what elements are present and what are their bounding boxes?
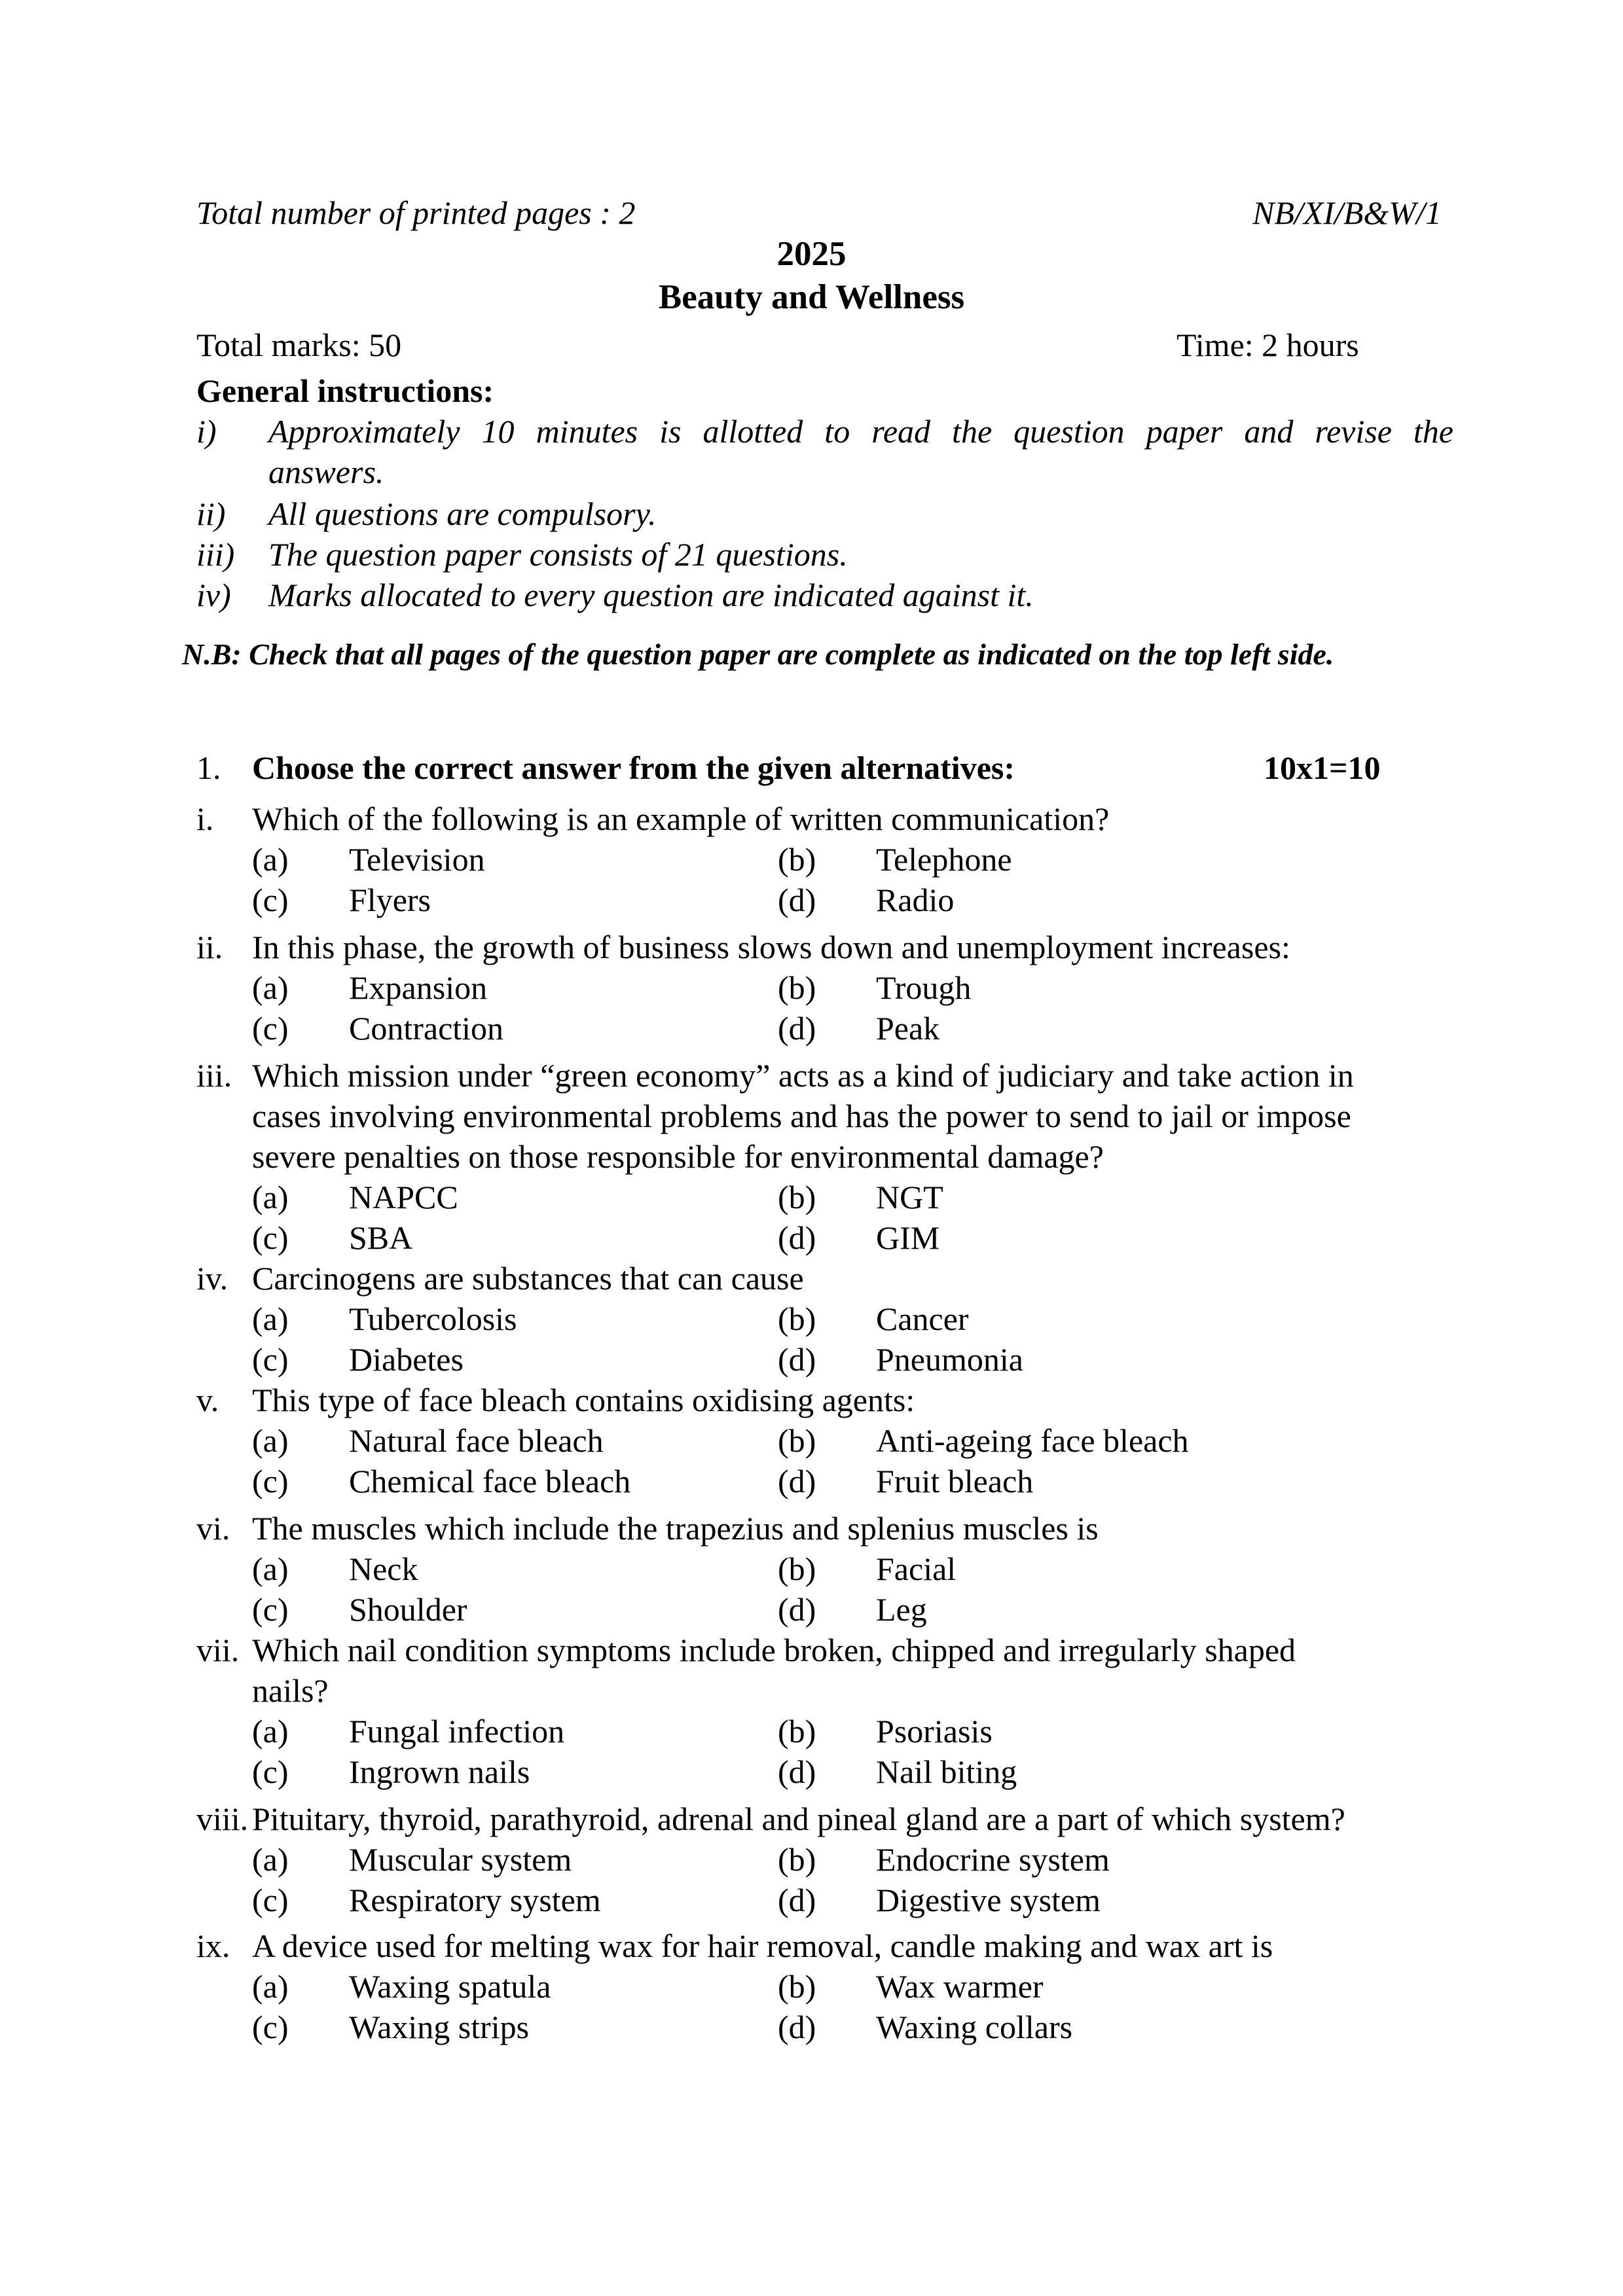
option-text: Contraction [349, 1010, 504, 1047]
option-text: Endocrine system [876, 1841, 1110, 1878]
exam-year: 2025 [776, 235, 847, 273]
option-label: (a) [252, 1841, 289, 1878]
option-label: (d) [778, 1219, 816, 1256]
option-label: (c) [252, 1219, 289, 1256]
question-number: iii. [196, 1057, 232, 1094]
paper-code: NB/XI/B&W/1 [1252, 194, 1442, 231]
option-label: (d) [778, 1341, 816, 1378]
instruction-number: i) [196, 413, 217, 450]
option-label: (c) [252, 2009, 289, 2045]
option-text: Flyers [349, 882, 431, 918]
instruction-text: Marks allocated to every question are indicated against it. [268, 577, 1034, 613]
instruction-text: All questions are compulsory. [268, 495, 657, 532]
question-text: In this phase, the growth of business slows down and unemployment increases: [252, 929, 1290, 965]
option-text: Pneumonia [876, 1341, 1023, 1378]
instruction-text: The question paper consists of 21 questions. [268, 536, 848, 573]
option-label: (c) [252, 1591, 289, 1628]
option-text: Cancer [876, 1300, 969, 1337]
option-label: (c) [252, 882, 289, 918]
option-text: Waxing strips [349, 2009, 530, 2045]
option-text: Shoulder [349, 1591, 467, 1628]
option-text: Respiratory system [349, 1882, 601, 1918]
option-label: (a) [252, 841, 289, 878]
option-text: Waxing spatula [349, 1968, 551, 2005]
option-label: (c) [252, 1753, 289, 1790]
instructions-heading: General instructions: [196, 372, 494, 409]
option-text: Wax warmer [876, 1968, 1044, 2005]
question-number: i. [196, 800, 214, 837]
option-label: (c) [252, 1463, 289, 1499]
option-text: Muscular system [349, 1841, 572, 1878]
option-text: Neck [349, 1551, 418, 1587]
option-text: Ingrown nails [349, 1753, 530, 1790]
option-text: Natural face bleach [349, 1422, 604, 1459]
option-label: (c) [252, 1882, 289, 1918]
option-label: (d) [778, 1882, 816, 1918]
option-label: (c) [252, 1341, 289, 1378]
option-label: (d) [778, 1463, 816, 1499]
instruction-text: Approximately 10 minutes is allotted to read the question paper and revise the [268, 413, 1453, 450]
option-label: (a) [252, 1300, 289, 1337]
section-heading: Choose the correct answer from the given alternatives: [252, 749, 1015, 786]
question-number: iv. [196, 1260, 228, 1297]
question-text: Carcinogens are substances that can cause [252, 1260, 804, 1297]
option-text: GIM [876, 1219, 940, 1256]
option-text: Facial [876, 1551, 957, 1587]
option-text: Telephone [876, 841, 1012, 878]
question-text: The muscles which include the trapezius and splenius muscles is [252, 1510, 1099, 1547]
option-text: Digestive system [876, 1882, 1101, 1918]
option-label: (a) [252, 1422, 289, 1459]
option-text: Waxing collars [876, 2009, 1073, 2045]
time-allowed: Time: 2 hours [1176, 327, 1359, 363]
printed-pages-note: Total number of printed pages : 2 [196, 194, 636, 231]
option-text: Diabetes [349, 1341, 464, 1378]
option-text: NGT [876, 1179, 943, 1215]
option-text: NAPCC [349, 1179, 458, 1215]
option-text: Trough [876, 969, 972, 1006]
instruction-text: answers. [268, 454, 384, 490]
question-number: vi. [196, 1510, 230, 1547]
question-number: viii. [196, 1801, 249, 1837]
question-number: vii. [196, 1632, 240, 1668]
option-label: (d) [778, 2009, 816, 2045]
question-text: Which mission under “green economy” acts as a kind of judiciary and take action in [252, 1057, 1354, 1094]
option-label: (b) [778, 1968, 816, 2005]
option-label: (a) [252, 1551, 289, 1587]
option-label: (b) [778, 1300, 816, 1337]
option-label: (a) [252, 1968, 289, 2005]
option-label: (c) [252, 1010, 289, 1047]
option-label: (b) [778, 1551, 816, 1587]
question-text: Pituitary, thyroid, parathyroid, adrenal and pineal gland are a part of which system? [252, 1801, 1345, 1837]
option-label: (d) [778, 882, 816, 918]
question-number: v. [196, 1382, 219, 1418]
question-text: This type of face bleach contains oxidising agents: [252, 1382, 915, 1418]
question-text: severe penalties on those responsible for environmental damage? [252, 1138, 1104, 1175]
section-marks: 10x1=10 [1264, 749, 1381, 786]
question-text: Which nail condition symptoms include broken, chipped and irregularly shaped [252, 1632, 1296, 1668]
subject-title: Beauty and Wellness [658, 278, 965, 316]
option-text: Leg [876, 1591, 927, 1628]
question-number: ix. [196, 1928, 230, 1964]
option-label: (d) [778, 1010, 816, 1047]
option-text: Expansion [349, 969, 488, 1006]
option-label: (b) [778, 1179, 816, 1215]
option-label: (d) [778, 1591, 816, 1628]
question-text: Which of the following is an example of written communication? [252, 800, 1110, 837]
question-text: nails? [252, 1672, 329, 1709]
option-text: Television [349, 841, 485, 878]
question-text: A device used for melting wax for hair removal, candle making and wax art is [252, 1928, 1273, 1964]
option-text: Nail biting [876, 1753, 1017, 1790]
option-text: Psoriasis [876, 1713, 993, 1749]
instruction-number: iii) [196, 536, 235, 573]
nb-note: N.B: Check that all pages of the question paper are complete as indicated on the top left side. [182, 637, 1334, 671]
option-label: (a) [252, 1179, 289, 1215]
section-number: 1. [196, 749, 221, 786]
option-text: Fruit bleach [876, 1463, 1034, 1499]
option-text: Chemical face bleach [349, 1463, 631, 1499]
option-label: (b) [778, 1841, 816, 1878]
option-label: (d) [778, 1753, 816, 1790]
question-number: ii. [196, 929, 223, 965]
option-text: Fungal infection [349, 1713, 565, 1749]
option-label: (b) [778, 1422, 816, 1459]
option-text: Radio [876, 882, 955, 918]
option-text: Tubercolosis [349, 1300, 517, 1337]
option-text: SBA [349, 1219, 413, 1256]
total-marks: Total marks: 50 [196, 327, 402, 363]
option-label: (b) [778, 969, 816, 1006]
option-label: (a) [252, 969, 289, 1006]
option-label: (a) [252, 1713, 289, 1749]
instruction-number: ii) [196, 495, 226, 532]
option-label: (b) [778, 841, 816, 878]
option-label: (b) [778, 1713, 816, 1749]
option-text: Peak [876, 1010, 940, 1047]
option-text: Anti-ageing face bleach [876, 1422, 1189, 1459]
instruction-number: iv) [196, 577, 231, 613]
question-text: cases involving environmental problems and has the power to send to jail or impose [252, 1098, 1351, 1134]
